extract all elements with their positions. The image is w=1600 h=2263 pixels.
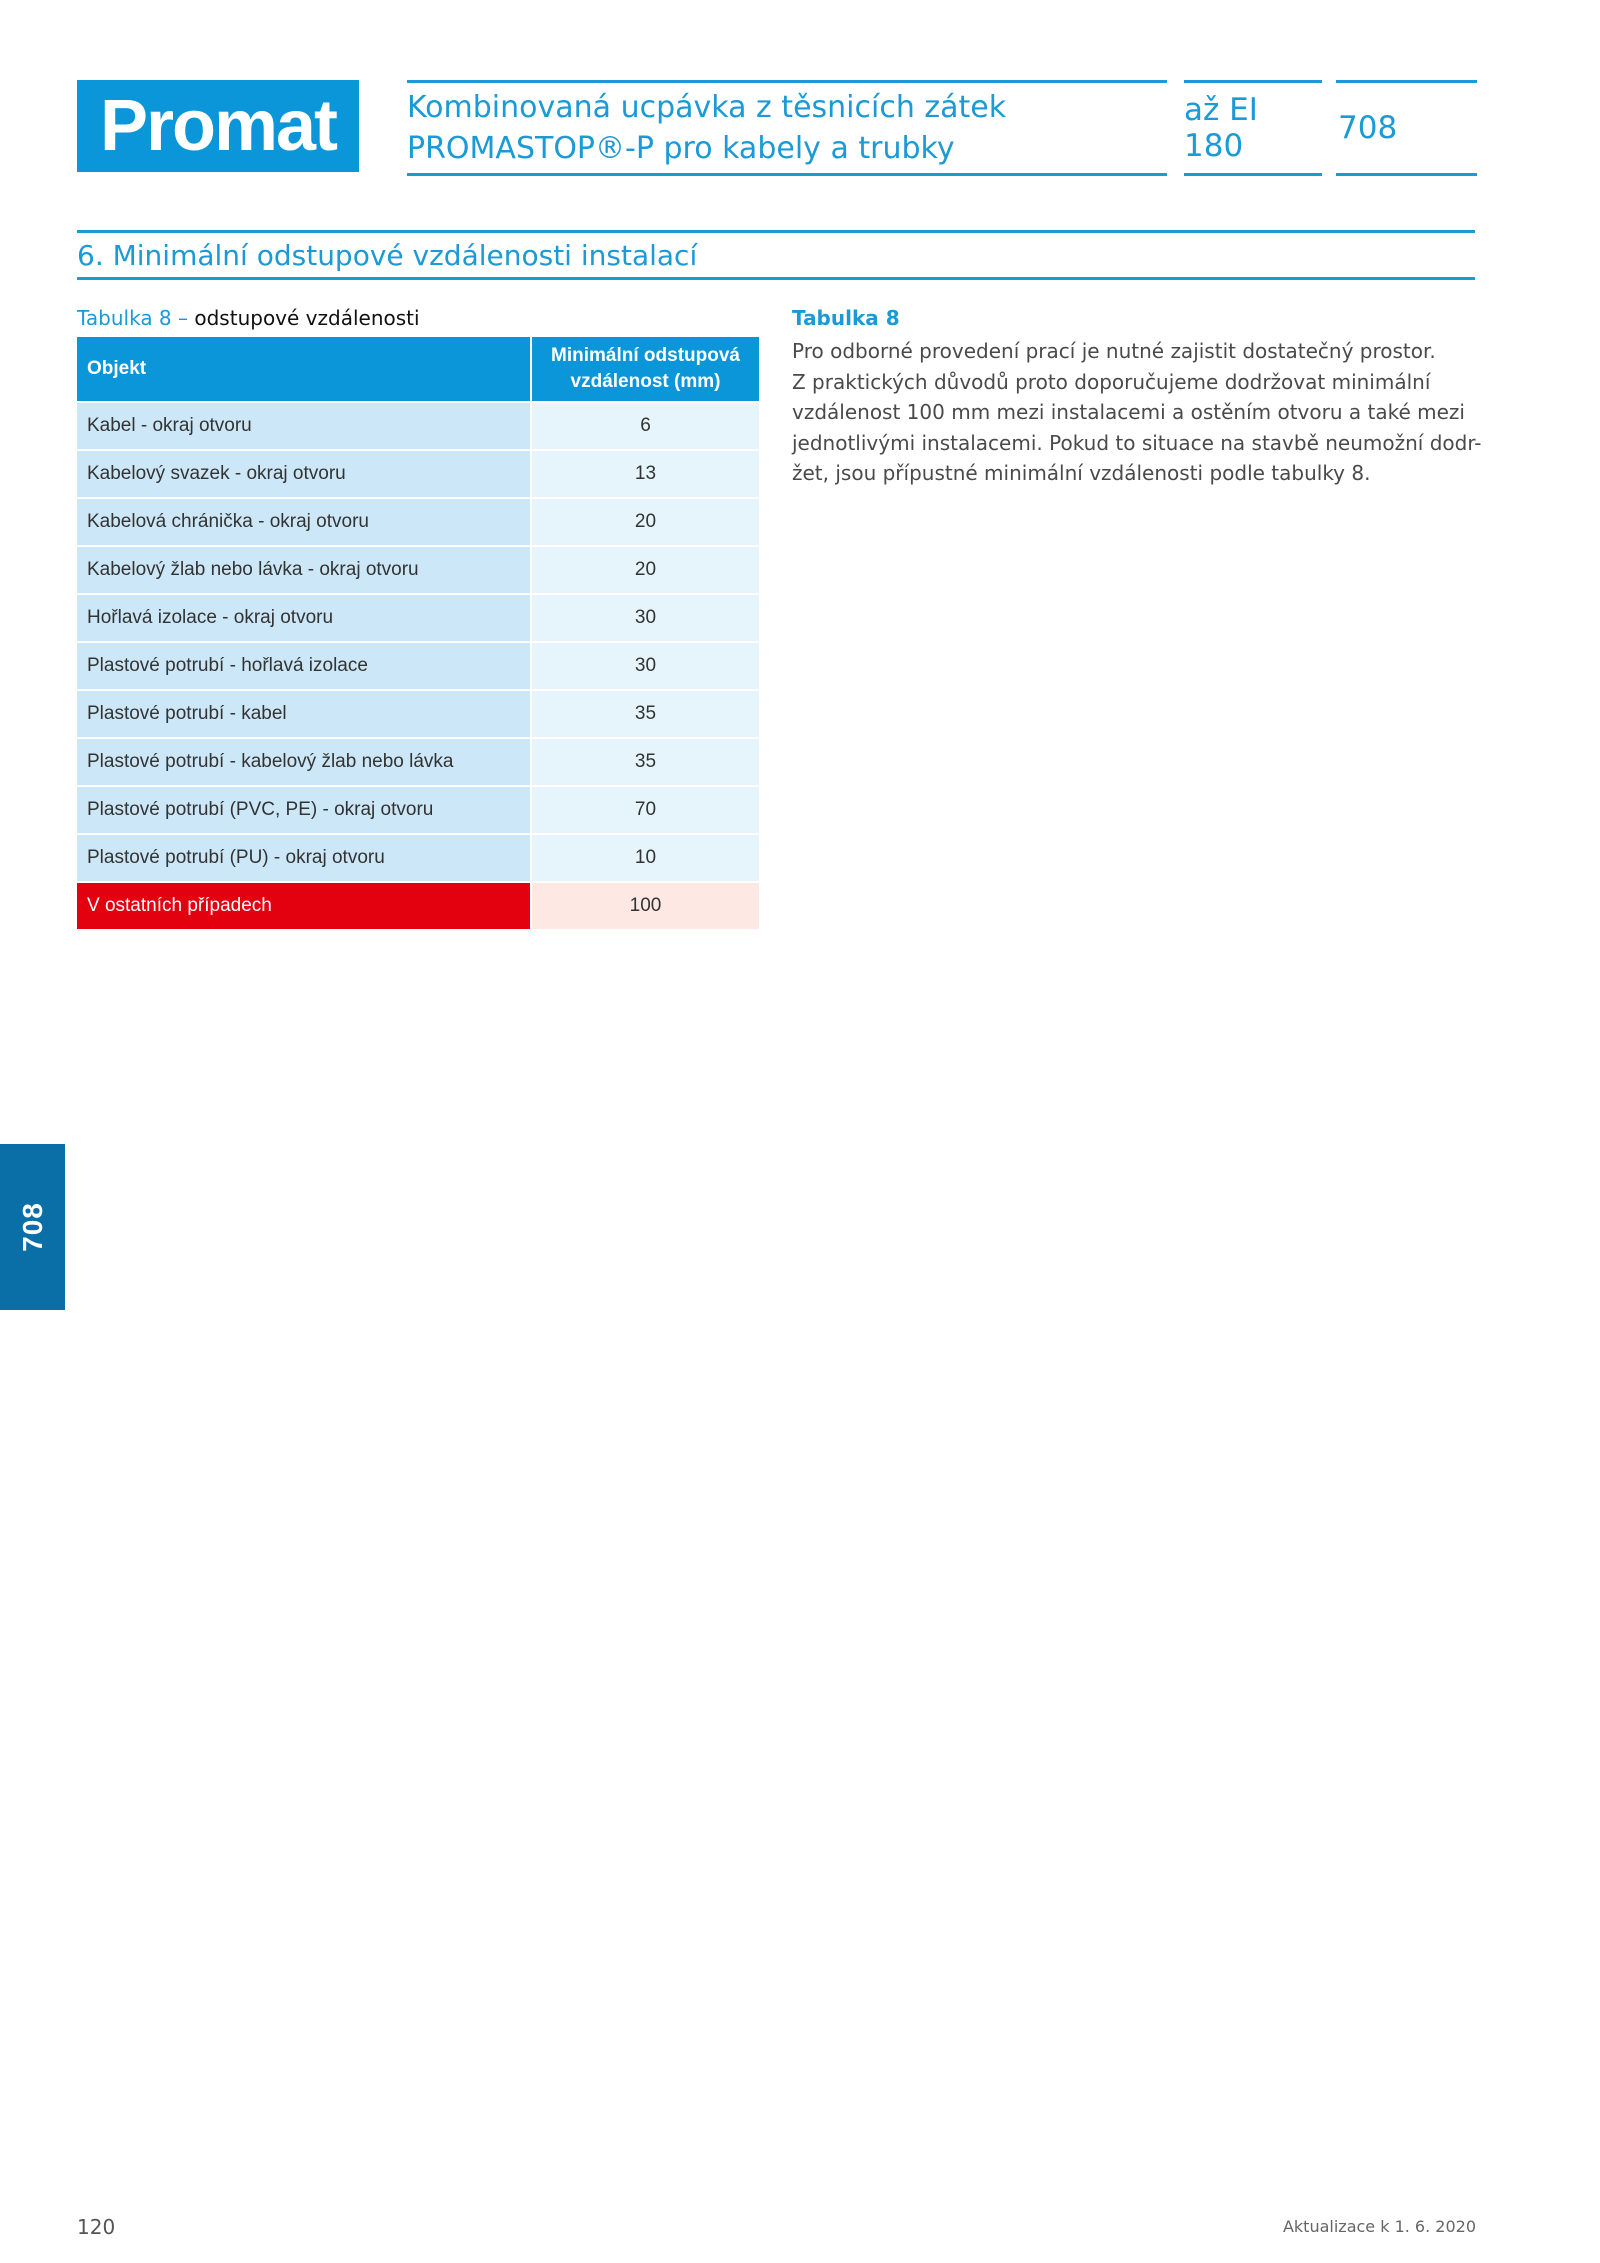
cell-object: Kabelový svazek - okraj otvoru <box>77 450 531 498</box>
note-line: Pro odborné provedení prací je nutné zajistit dostatečný prostor. <box>792 339 1436 363</box>
cell-object: Plastové potrubí - kabel <box>77 690 531 738</box>
table-caption-text: odstupové vzdálenosti <box>194 306 420 330</box>
table-row <box>77 642 760 690</box>
title-line-2: PROMASTOP®-P pro kabely a trubky <box>407 131 955 166</box>
table-row <box>77 546 760 594</box>
header-distance-line2: vzdálenost (mm) <box>570 371 721 392</box>
cell-object: Plastové potrubí - kabelový žlab nebo lávka <box>77 738 531 786</box>
doc-number: 708 <box>1338 110 1398 146</box>
promat-logo: Promat <box>77 80 359 172</box>
cell-value: 13 <box>531 450 760 498</box>
table-row <box>77 738 760 786</box>
header-distance <box>531 337 760 402</box>
cell-value: 20 <box>531 546 760 594</box>
table-row <box>77 786 760 834</box>
cell-value: 30 <box>531 594 760 642</box>
section-title: 6. Minimální odstupové vzdálenosti instalací <box>77 238 698 272</box>
distance-table <box>77 337 761 931</box>
cell-value: 6 <box>531 402 760 450</box>
cell-object: Kabelový žlab nebo lávka - okraj otvoru <box>77 546 531 594</box>
cell-object: Kabel - okraj otvoru <box>77 402 531 450</box>
note-title: Tabulka 8 <box>792 306 900 330</box>
cell-object: Plastové potrubí (PU) - okraj otvoru <box>77 834 531 882</box>
header-distance-line1: Minimální odstupová <box>551 345 740 366</box>
cell-object: Plastové potrubí - hořlavá izolace <box>77 642 531 690</box>
document-title-box <box>407 80 1167 176</box>
table-row <box>77 498 760 546</box>
table-caption <box>77 306 420 330</box>
title-line-1: Kombinovaná ucpávka z těsnicích zátek <box>407 90 1007 125</box>
classification-box <box>1184 80 1322 176</box>
note-line: žet, jsou přípustné minimální vzdálenosti podle tabulky 8. <box>792 461 1371 485</box>
classification-label: až EI 180 <box>1184 92 1258 164</box>
table-caption-prefix: Tabulka 8 – <box>77 306 189 330</box>
section-heading <box>77 230 1475 280</box>
table-row <box>77 594 760 642</box>
cell-value: 30 <box>531 642 760 690</box>
cell-object: V ostatních případech <box>77 882 531 930</box>
cell-value: 10 <box>531 834 760 882</box>
table-row <box>77 450 760 498</box>
note-line: Z praktických důvodů proto doporučujeme dodržovat minimální <box>792 369 1431 394</box>
note-line: vzdálenost 100 mm mezi instalacemi a ostěním otvoru a také mezi <box>792 400 1465 424</box>
cell-object: Plastové potrubí (PVC, PE) - okraj otvoru <box>77 786 531 834</box>
table-row <box>77 402 760 450</box>
update-date: Aktualizace k 1. 6. 2020 <box>1282 2217 1476 2236</box>
cell-value: 35 <box>531 738 760 786</box>
doc-number-box <box>1336 80 1477 176</box>
table-row-other-cases <box>77 882 760 930</box>
note-line: jednotlivými instalacemi. Pokud to situace na stavbě neumožní dodr- <box>792 430 1482 455</box>
cell-value: 100 <box>531 882 760 930</box>
cell-value: 70 <box>531 786 760 834</box>
cell-value: 35 <box>531 690 760 738</box>
side-tab-label: 708 <box>16 1202 48 1252</box>
cell-object: Kabelová chránička - okraj otvoru <box>77 498 531 546</box>
header-object: Objekt <box>77 337 531 402</box>
page-number: 120 <box>77 2215 116 2239</box>
note-paragraph <box>792 336 1482 489</box>
cell-value: 20 <box>531 498 760 546</box>
table-header-row <box>77 337 760 402</box>
table-row <box>77 690 760 738</box>
table-row <box>77 834 760 882</box>
cell-object: Hořlavá izolace - okraj otvoru <box>77 594 531 642</box>
side-chapter-tab <box>0 1144 65 1310</box>
